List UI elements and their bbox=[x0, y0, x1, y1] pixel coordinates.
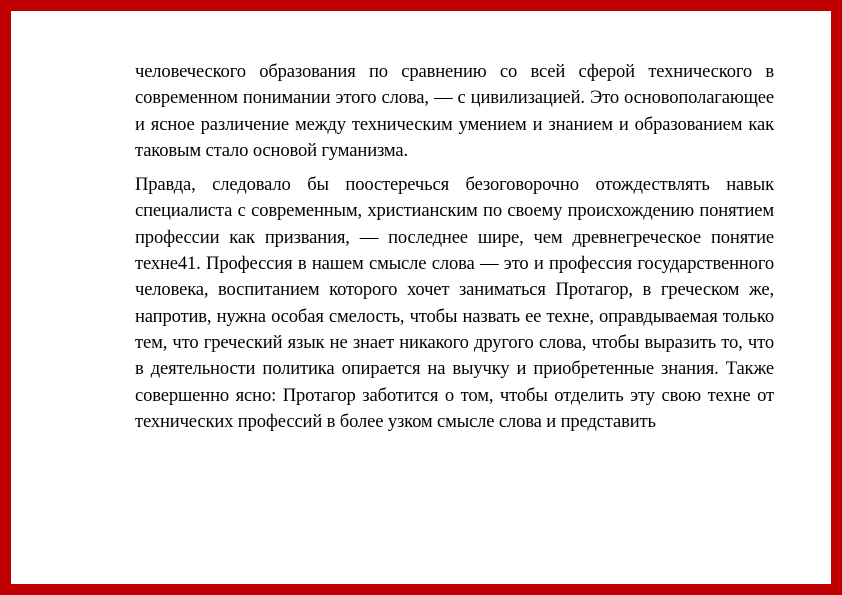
paragraph-1: человеческого образования по сравнению со всей сферой технического в современном понимании этого слова, — с цивилизацией. Это основополагающее и ясное различение между техническим умением и знанием и образованием как таковым стало основой гуманизма. bbox=[135, 61, 774, 161]
paragraph-2: Правда, следовало бы поостеречься безоговорочно отождествлять навык специалиста с современным, христианским по своему происхождению понятием профессии как призвания, — последнее шире, чем древнегреческое понятие техне41. Профессия в нашем смысле слова — это и профессия государственного человека, воспитанием которого хочет заниматься Протагор, в греческом же, напротив, нужна особая смелость, чтобы назвать ее техне, оправдываемая только тем, что греческий язык не знает никакого другого слова, чтобы выразить то, что в деятельности политика опирается на выучку и приобретенные знания. Также совершенно ясно: Протагор заботится о том, чтобы отделить эту свою техне от технических профессий в более узком смысле слова и представить bbox=[135, 174, 774, 432]
body-text bbox=[135, 59, 774, 435]
